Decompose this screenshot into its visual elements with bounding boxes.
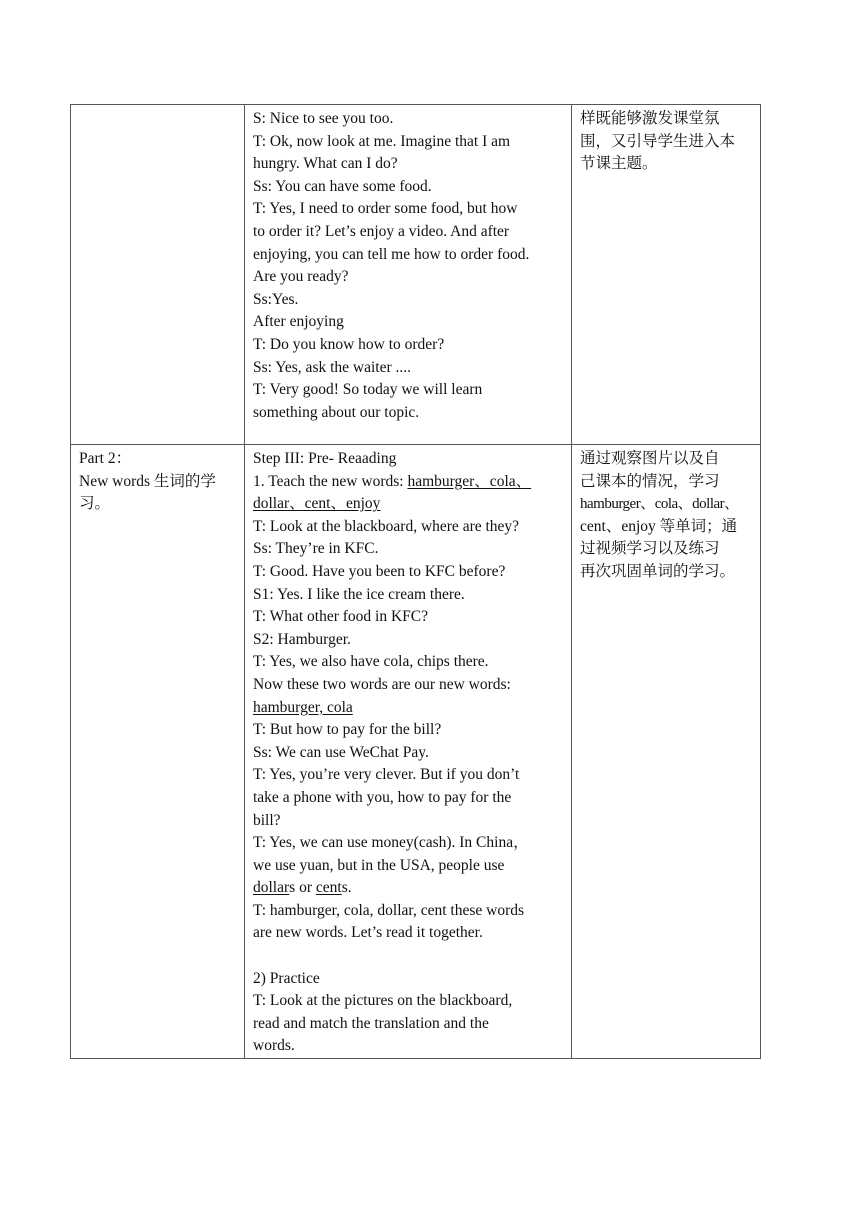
- purpose-line: 节课主题。: [580, 155, 658, 173]
- purpose-cell: [572, 105, 761, 445]
- word-cent: cent: [315, 879, 342, 897]
- dialogue-line: T: Ok, now look at me. Imagine that I am: [253, 132, 511, 150]
- dialogue-line: T: Yes, I need to order some food, but how: [253, 200, 518, 218]
- purpose-line: 过视频学习以及练习: [580, 540, 720, 558]
- dialogue-line: T: Yes, you’re very clever. But if you don’t: [253, 766, 520, 784]
- dialogue-line: T: Do you know how to order?: [253, 335, 445, 353]
- dialogue-line: After enjoying: [253, 313, 344, 331]
- dialogue-line: S2: Hamburger.: [253, 630, 351, 648]
- part-title-cont: 习。: [79, 495, 111, 513]
- purpose-line: 己课本的情况，学习: [580, 472, 720, 490]
- dialogue-line: T: Look at the pictures on the blackboard,: [253, 992, 513, 1010]
- dialogue-line: T: Yes, we can use money(cash). In China，: [253, 834, 529, 852]
- dialogue-line: words.: [253, 1037, 295, 1055]
- dialogue-line: T: Very good! So today we will learn: [253, 381, 483, 399]
- dialogue-line: Ss: They’re in KFC.: [253, 540, 379, 558]
- purpose-line: 围，又引导学生进入本: [580, 132, 736, 150]
- purpose-cell: [572, 445, 761, 1059]
- procedure-cell: [245, 105, 572, 445]
- lesson-plan-table: [70, 104, 761, 1059]
- purpose-line: hamburger、cola、dollar、: [580, 496, 739, 513]
- dialogue-line: enjoying, you can tell me how to order food.: [253, 245, 530, 263]
- dialogue-line: hungry. What can I do?: [253, 155, 398, 173]
- table-row: [71, 105, 761, 445]
- dialogue-line: Ss: You can have some food.: [253, 177, 432, 195]
- dialogue-line: T: What other food in KFC?: [253, 608, 429, 626]
- dialogue-line: T: But how to pay for the bill?: [253, 721, 442, 739]
- text-fragment: s.: [341, 879, 352, 897]
- dialogue-line: Are you ready?: [253, 268, 349, 286]
- dialogue-line: are new words. Let’s read it together.: [253, 924, 483, 942]
- dialogue-line: S1: Yes. I like the ice cream there.: [253, 585, 465, 603]
- dialogue-line: Ss: Yes, ask the waiter ....: [253, 358, 412, 376]
- dialogue-line: to order it? Let’s enjoy a video. And after: [253, 222, 510, 240]
- dialogue-line: [253, 471, 563, 494]
- dialogue-line: something about our topic.: [253, 403, 420, 421]
- table-row: [71, 445, 761, 1059]
- text-fragment: 1. Teach the new words:: [253, 472, 408, 490]
- part-title: New words 生词的学: [79, 472, 216, 490]
- dialogue-line: T: Yes, we also have cola, chips there.: [253, 653, 489, 671]
- dialogue-line: [253, 877, 563, 900]
- purpose-line: 样既能够激发课堂氛: [580, 110, 720, 127]
- dialogue-line: Ss:Yes.: [253, 290, 299, 308]
- new-words-underlined: hamburger、cola、: [407, 472, 532, 490]
- dialogue-line: read and match the translation and the: [253, 1014, 489, 1032]
- dialogue-line: take a phone with you, how to pay for the: [253, 788, 512, 806]
- text-fragment: s or: [289, 879, 316, 897]
- step-heading: Step III: Pre- Reaading: [253, 450, 397, 467]
- part-cell: [71, 105, 245, 445]
- new-words-underlined: hamburger, cola: [253, 698, 353, 716]
- dialogue-line: T: Good. Have you been to KFC before?: [253, 562, 506, 580]
- purpose-line: 再次巩固单词的学习。: [580, 562, 736, 580]
- part-label: Part 2：: [79, 450, 132, 467]
- new-words-underlined: dollar、cent、enjoy: [253, 495, 381, 513]
- dialogue-line: Ss: We can use WeChat Pay.: [253, 743, 429, 761]
- part-cell: [71, 445, 245, 1059]
- dialogue-line: S: Nice to see you too.: [253, 110, 394, 127]
- dialogue-line: bill?: [253, 811, 281, 829]
- step-heading: 2) Practice: [253, 969, 320, 987]
- dialogue-line: [253, 493, 563, 516]
- purpose-line: 通过观察图片以及自: [580, 450, 720, 467]
- dialogue-line: [253, 697, 563, 720]
- dialogue-line: T: Look at the blackboard, where are they?: [253, 517, 520, 535]
- blank-line: [253, 945, 563, 968]
- dialogue-line: Now these two words are our new words:: [253, 675, 511, 693]
- dialogue-line: we use yuan, but in the USA, people use: [253, 856, 505, 874]
- procedure-cell: [245, 445, 572, 1059]
- dialogue-line: T: hamburger, cola, dollar, cent these words: [253, 901, 525, 919]
- purpose-line: cent、enjoy 等单词；通: [580, 517, 738, 535]
- word-dollar: dollar: [253, 879, 290, 897]
